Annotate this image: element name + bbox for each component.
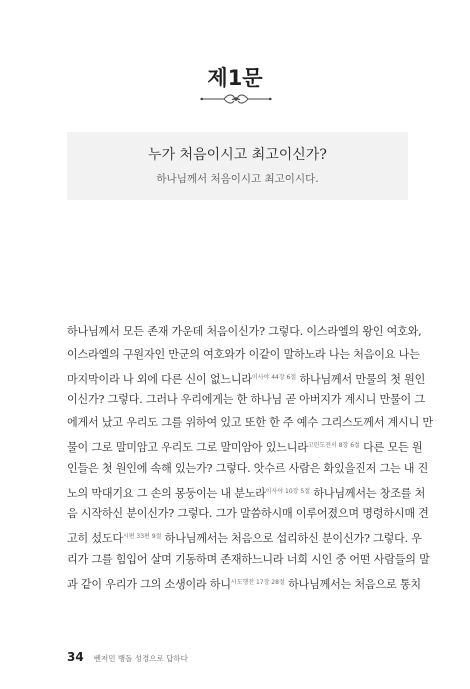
scripture-reference: 고린도전서 8장 6절 bbox=[307, 441, 360, 449]
chapter-title: 제1문 bbox=[207, 66, 263, 90]
body-line bbox=[67, 435, 423, 458]
body-text-segment: 하나님께서는 처음으로 섭리하신 분이신가? 그렇다. 우 bbox=[161, 532, 422, 546]
body-line bbox=[67, 526, 422, 549]
body-line bbox=[67, 412, 433, 435]
question-answer-box bbox=[67, 132, 408, 200]
running-title: 벤저민 뱅돌 성경으로 답하다 bbox=[93, 654, 188, 663]
body-text-segment: 인들은 첫 원인에 속해 있는가? 그렇다. 앗수르 사람은 화있을진저 그는 내 진 bbox=[67, 461, 429, 475]
body-line bbox=[67, 503, 429, 526]
body-text-segment: 노의 막대기요 그 손의 몽둥이는 내 분노라 bbox=[67, 486, 266, 500]
body-text-segment: 과 같이 우리가 그의 소생이라 하니 bbox=[67, 577, 231, 591]
body-line bbox=[67, 458, 429, 481]
scripture-reference: 시편 33편 9절 bbox=[122, 533, 162, 541]
body-text-segment: 하나님께서 모든 존재 가운데 처음이신가? 그렇다. 이스라엘의 왕인 여호와, bbox=[67, 325, 422, 338]
body-line bbox=[67, 549, 430, 572]
body-line bbox=[67, 344, 420, 367]
body-line bbox=[67, 572, 421, 595]
body-line bbox=[67, 321, 422, 344]
page-footer bbox=[67, 646, 188, 665]
scripture-reference: 이사야 44장 6절 bbox=[251, 373, 297, 381]
body-text-segment: 다른 모든 원 bbox=[359, 440, 423, 454]
scripture-reference: 사도행전 17장 28절 bbox=[230, 578, 285, 586]
catechism-answer: 하나님께서 처음이시고 최고이시다. bbox=[156, 173, 319, 185]
body-text-segment: 고히 섰도다 bbox=[67, 532, 123, 546]
body-line bbox=[67, 389, 425, 412]
body-text-segment: 하나님께서 만물의 첫 원인 bbox=[296, 372, 426, 386]
body-text-segment: 음 시작하신 분이신가? 그렇다. 그가 말씀하시매 이루어졌으며 명령하시매 견 bbox=[67, 507, 429, 521]
body-text-segment: 하나님께서는 창조를 처 bbox=[310, 486, 426, 500]
body-text-segment: 리가 그를 힘입어 살며 기동하며 존재하느니라 너희 시인 중 어떤 사람들의 말 bbox=[67, 552, 430, 566]
body-text-segment: 마지막이라 나 외에 다른 신이 없느니라 bbox=[67, 372, 252, 386]
body-text bbox=[67, 321, 433, 595]
scripture-reference: 이사야 10장 5절 bbox=[265, 487, 310, 495]
body-text-segment: 이신가? 그렇다. 그러나 우리에게는 한 하나님 곧 아버지가 계시니 만물이 그 bbox=[67, 393, 425, 407]
body-text-segment: 물이 그로 말미암고 우리도 그로 말미암아 있느니라 bbox=[67, 440, 308, 454]
body-text-segment: 에게서 났고 우리도 그를 위하여 있고 또한 한 주 예수 그리스도께서 계시니 만 bbox=[67, 416, 433, 430]
body-line bbox=[67, 367, 426, 390]
body-text-segment: 이스라엘의 구원자인 만군의 여호와가 이같이 말하노라 나는 처음이요 나는 bbox=[67, 347, 420, 361]
ornament-divider-icon bbox=[198, 92, 274, 106]
page-number: 34 bbox=[67, 650, 84, 664]
body-text-segment: 하나님께서는 처음으로 통치 bbox=[284, 577, 421, 591]
body-line bbox=[67, 481, 426, 504]
catechism-question: 누가 처음이시고 최고이신가? bbox=[148, 147, 327, 163]
